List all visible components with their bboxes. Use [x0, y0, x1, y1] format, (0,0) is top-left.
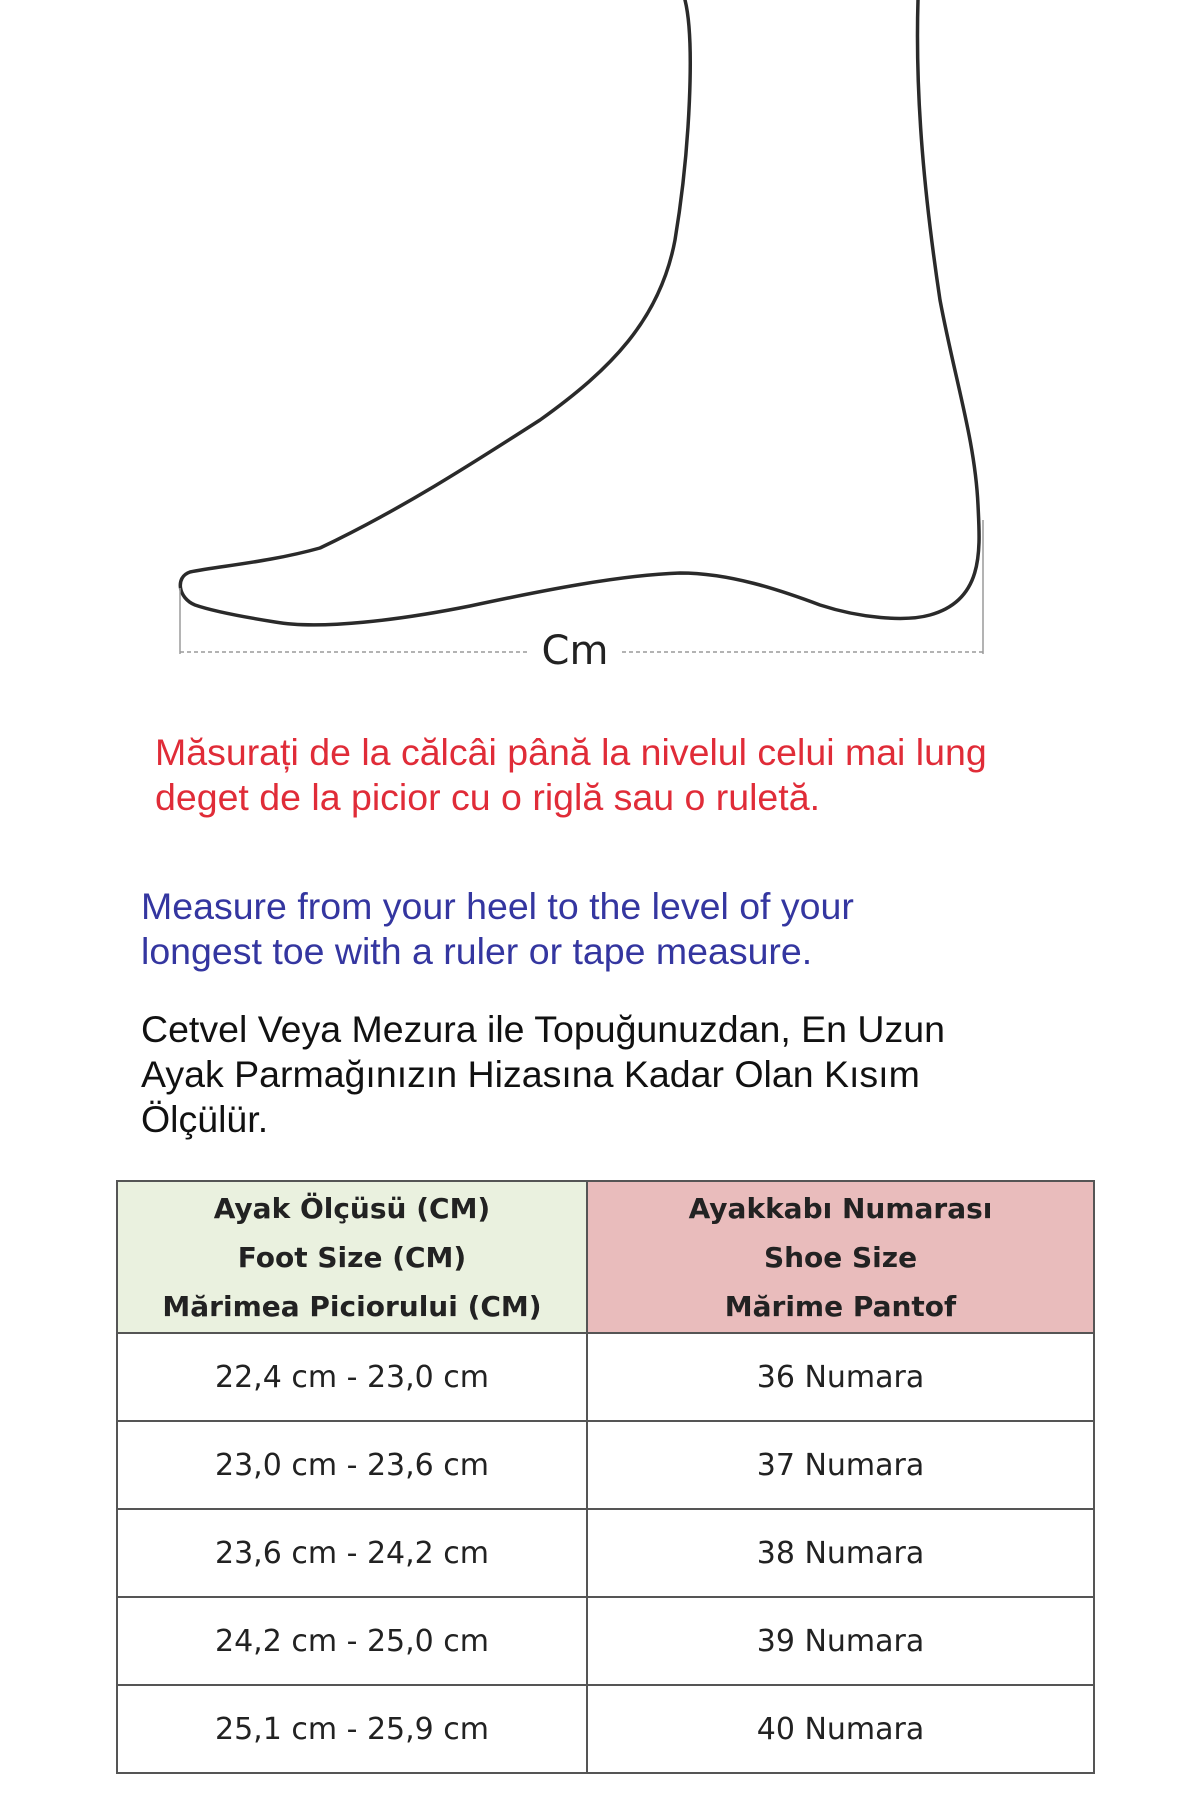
- foot-size-header-turkish: Ayak Ölçüsü (CM): [213, 1191, 491, 1225]
- foot-size-header-english: Foot Size (CM): [237, 1240, 467, 1274]
- measure-unit-label: Cm: [530, 626, 620, 676]
- shoe-size-header-english: Shoe Size: [763, 1240, 918, 1274]
- shoe-size-header-turkish: Ayakkabı Numarası: [688, 1191, 993, 1225]
- instruction-english-line-2: longest toe with a ruler or tape measure.: [141, 930, 813, 972]
- table-row: [117, 1685, 1094, 1773]
- instruction-turkish-line-1: Cetvel Veya Mezura ile Topuğunuzdan, En Uzun: [141, 1008, 945, 1050]
- instruction-turkish-line-3: Ölçülür.: [141, 1098, 269, 1140]
- foot-size-cell: 23,6 cm - 24,2 cm: [117, 1509, 587, 1597]
- size-chart-table: [116, 1180, 1095, 1774]
- shoe-size-cell: 38 Numara: [587, 1509, 1094, 1597]
- foot-size-cell: 24,2 cm - 25,0 cm: [117, 1597, 587, 1685]
- shoe-size-cell: 36 Numara: [587, 1333, 1094, 1421]
- foot-outline: [180, 0, 979, 625]
- instruction-romanian-line-1: Măsurați de la călcâi până la nivelul celui mai lung: [155, 731, 987, 773]
- table-row: [117, 1509, 1094, 1597]
- foot-outline-illustration: [0, 0, 1200, 700]
- foot-size-header: [117, 1181, 587, 1333]
- instruction-english: [141, 884, 854, 974]
- shoe-size-header-romanian: Mărime Pantof: [724, 1289, 957, 1323]
- table-row: [117, 1597, 1094, 1685]
- shoe-size-header: [587, 1181, 1094, 1333]
- instruction-turkish: [141, 1007, 945, 1142]
- foot-size-cell: 23,0 cm - 23,6 cm: [117, 1421, 587, 1509]
- instruction-romanian: [155, 730, 987, 820]
- foot-size-header-romanian: Mărimea Piciorului (CM): [162, 1289, 542, 1323]
- shoe-size-cell: 39 Numara: [587, 1597, 1094, 1685]
- foot-size-cell: 25,1 cm - 25,9 cm: [117, 1685, 587, 1773]
- instruction-turkish-line-2: Ayak Parmağınızın Hizasına Kadar Olan Kısım: [141, 1053, 920, 1095]
- size-chart-header-row: [117, 1181, 1094, 1333]
- shoe-size-cell: 37 Numara: [587, 1421, 1094, 1509]
- shoe-size-cell: 40 Numara: [587, 1685, 1094, 1773]
- table-row: [117, 1421, 1094, 1509]
- instruction-english-line-1: Measure from your heel to the level of your: [141, 885, 854, 927]
- foot-size-cell: 22,4 cm - 23,0 cm: [117, 1333, 587, 1421]
- table-row: [117, 1333, 1094, 1421]
- instruction-romanian-line-2: deget de la picior cu o riglă sau o ruletă.: [155, 776, 820, 818]
